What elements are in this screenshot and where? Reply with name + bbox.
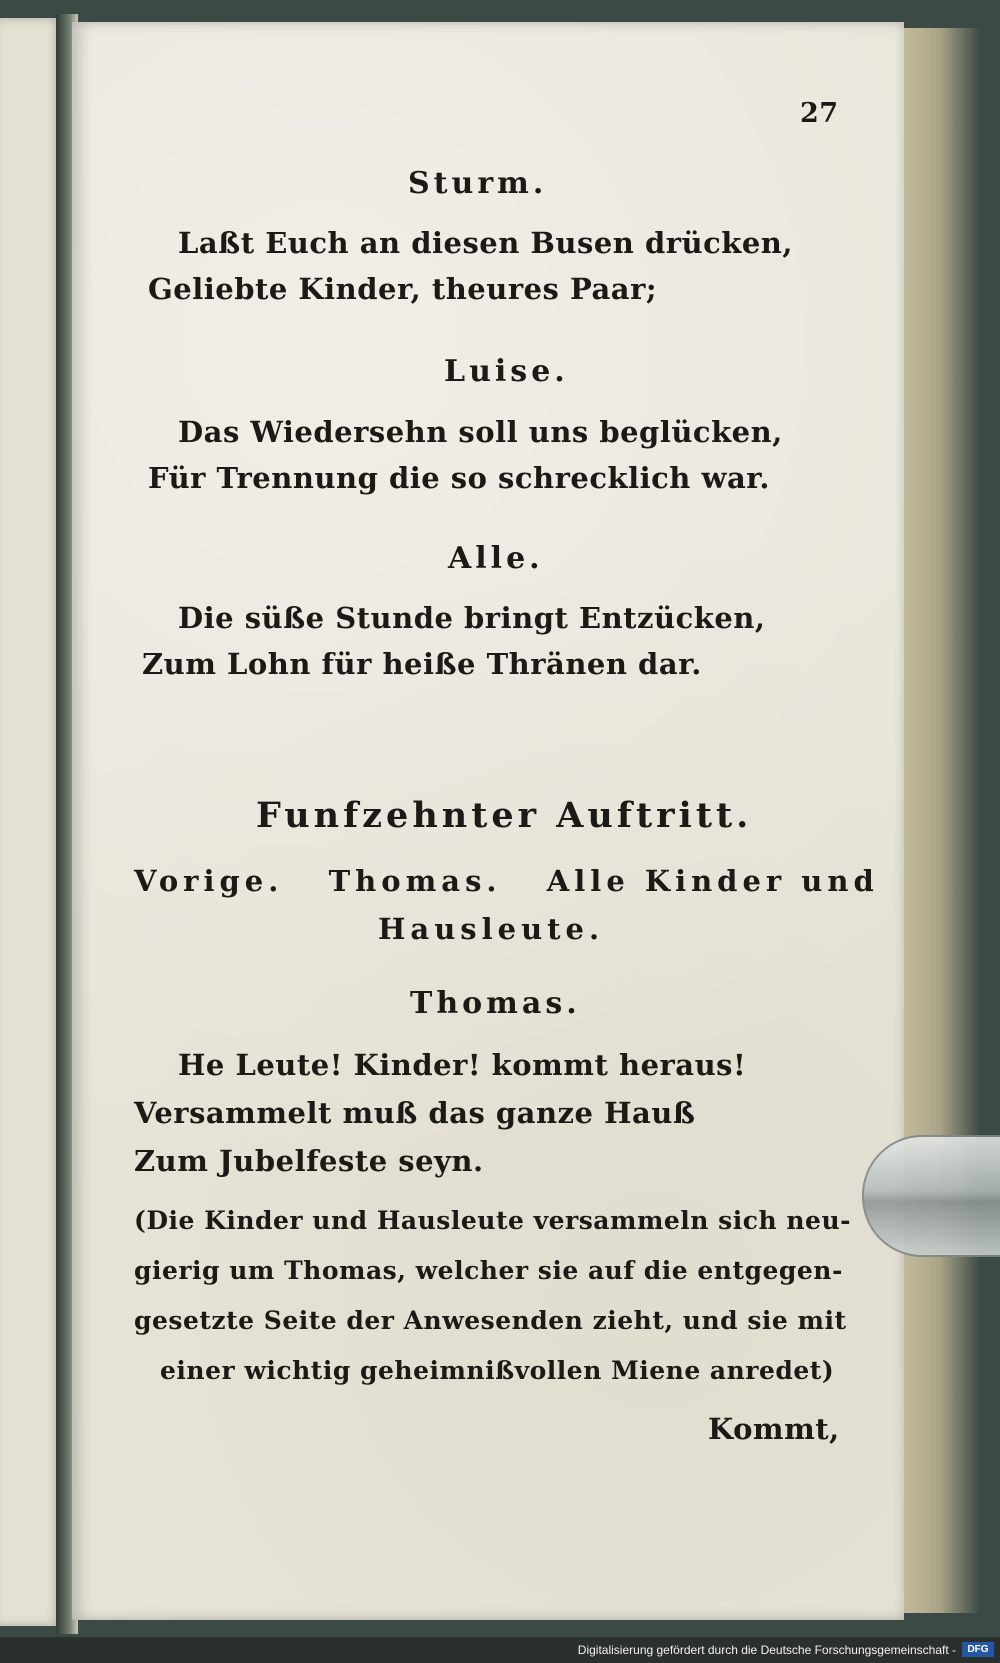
facing-page-edge [0,18,62,1626]
stage-direction-line: gierig um Thomas, welcher sie auf die entgegen- [134,1256,843,1285]
stage-direction-line: gesetzte Seite der Anwesenden zieht, und sie mit [134,1306,847,1335]
verse-line: Für Trennung die so schrecklich war. [148,461,770,495]
verse-line: Geliebte Kinder, theures Paar; [148,272,658,306]
verse-line: Zum Lohn für heiße Thränen dar. [142,647,702,681]
page-number: 27 [800,98,839,129]
footer-credit: Digitalisierung gefördert durch die Deutsche Forschungsgemeinschaft - [577,1643,956,1657]
verse-line: Das Wiedersehn soll uns beglücken, [178,415,783,449]
verse-line: Zum Jubelfeste seyn. [134,1144,484,1178]
speaker-thomas: Thomas. [410,986,581,1021]
stage-direction-line: einer wichtig geheimnißvollen Miene anredet) [160,1356,835,1385]
page-clip [862,1135,1000,1257]
verse-line: Die süße Stunde bringt Entzücken, [178,601,766,635]
speaker-alle: Alle. [448,541,544,576]
cast-list: Hausleute. [378,912,605,946]
speaker-luise: Luise. [444,354,569,389]
speaker-sturm: Sturm. [408,166,548,201]
cast-list: Vorige. Thomas. Alle Kinder und [134,864,879,898]
catchword: Kommt, [708,1412,840,1446]
footer-bar [0,1637,1000,1663]
scene-heading: Funfzehnter Auftritt. [256,795,753,836]
verse-line: He Leute! Kinder! kommt heraus! [178,1048,747,1082]
verse-line: Versammelt muß das ganze Hauß [134,1096,696,1130]
verse-line: Laßt Euch an diesen Busen drücken, [178,226,793,260]
stage-direction-line: (Die Kinder und Hausleute versammeln sich neu- [134,1206,851,1235]
dfg-logo: DFG [962,1642,994,1657]
